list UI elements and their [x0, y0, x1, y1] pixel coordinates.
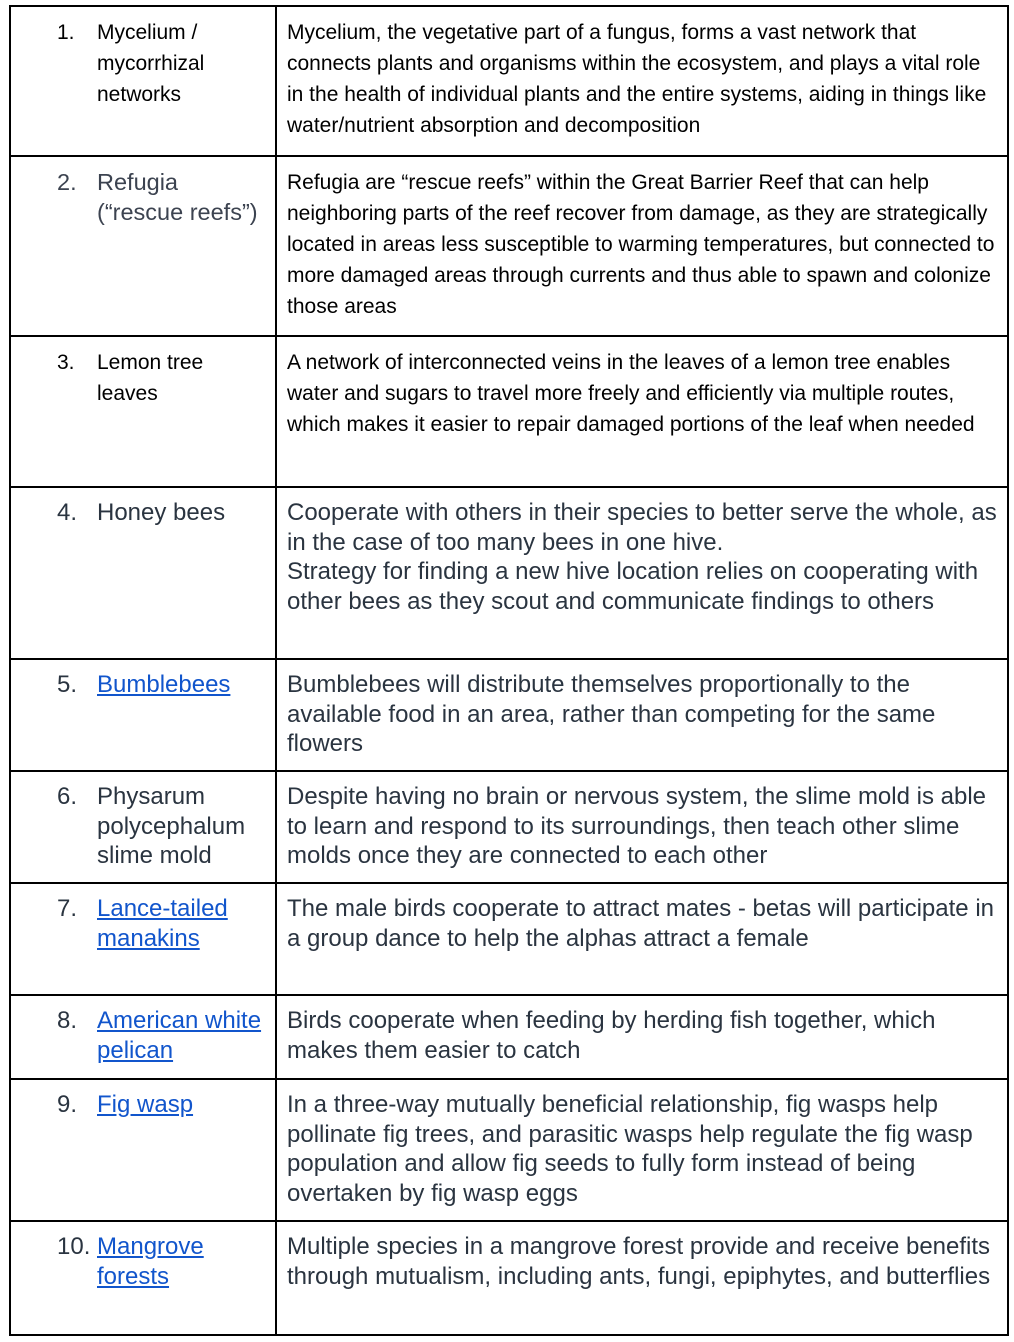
description-cell: [276, 487, 1008, 659]
name-cell: [10, 1221, 276, 1335]
description-text: Birds cooperate when feeding by herding fish together, which makes them easier to catch: [287, 1007, 936, 1064]
list-number: 6.: [57, 783, 78, 810]
list-number: 5.: [57, 671, 78, 698]
description-cell: [276, 995, 1008, 1079]
list-number: 10.: [57, 1233, 91, 1260]
list-number: 1.: [57, 21, 75, 44]
name-cell: [10, 883, 276, 995]
list-number: 8.: [57, 1007, 78, 1034]
table-row: [10, 487, 1008, 659]
description-cell: [276, 883, 1008, 995]
organism-link-manakins[interactable]: Lance-tailed manakins: [97, 895, 228, 952]
description-cell: [276, 771, 1008, 883]
table-row: [10, 156, 1008, 336]
table-row: [10, 771, 1008, 883]
description-text: Strategy for finding a new hive location relies on cooperating with other bees as they scout and communicate findings to others: [287, 558, 979, 615]
name-cell: [10, 6, 276, 156]
organism-link-mangrove[interactable]: Mangrove forests: [97, 1233, 204, 1290]
name-cell: [10, 995, 276, 1079]
name-cell: [10, 336, 276, 487]
name-cell: [10, 156, 276, 336]
table-row: [10, 883, 1008, 995]
name-cell: [10, 771, 276, 883]
organism-link-fig-wasp[interactable]: Fig wasp: [97, 1091, 194, 1118]
list-number: 7.: [57, 895, 78, 922]
table-row: [10, 336, 1008, 487]
description-text: Despite having no brain or nervous system, the slime mold is able to learn and respond to its surroundings, then teach other slime molds once they are connected to each other: [287, 783, 986, 869]
description-cell: [276, 336, 1008, 487]
organism-name: Honey bees: [97, 499, 226, 526]
table-row: [10, 1079, 1008, 1221]
description-text: Mycelium, the vegetative part of a fungus, forms a vast network that connects plants and organisms within the ecosystem, and plays a vital role in the health of individual plants and the entire systems, aiding in things like water/nutrient absorption and decomposition: [287, 21, 987, 137]
description-cell: [276, 156, 1008, 336]
list-number: 2.: [57, 169, 77, 195]
organism-link-pelican[interactable]: American white pelican: [97, 1007, 262, 1064]
description-cell: [276, 659, 1008, 771]
description-text: Refugia are “rescue reefs” within the Great Barrier Reef that can help neighboring parts of the reef recover from damage, as they are strategically located in areas less susceptible to warming temperatures, but connected to more damaged areas through currents and thus able to spawn and colonize those areas: [287, 171, 995, 318]
description-text: Multiple species in a mangrove forest provide and receive benefits through mutualism, including ants, fungi, epiphytes, and butterflies: [287, 1233, 991, 1290]
description-text: Bumblebees will distribute themselves proportionally to the available food in an area, rather than competing for the same flowers: [287, 671, 936, 757]
table-row: [10, 659, 1008, 771]
name-cell: [10, 1079, 276, 1221]
examples-table: [9, 5, 1009, 1336]
table-row: [10, 1221, 1008, 1335]
organism-name: Mycelium / mycorrhizal networks: [97, 21, 205, 106]
name-cell: [10, 487, 276, 659]
description-text: In a three-way mutually beneficial relationship, fig wasps help pollinate fig trees, and parasitic wasps help regulate the fig wasp population and allow fig seeds to fully form instead of being overtaken by fig wasp eggs: [287, 1091, 973, 1207]
description-text: Cooperate with others in their species to better serve the whole, as in the case of too many bees in one hive.: [287, 499, 997, 556]
list-number: 4.: [57, 499, 78, 526]
table-row: [10, 995, 1008, 1079]
organism-link-bumblebees[interactable]: Bumblebees: [97, 671, 231, 698]
description-text: A network of interconnected veins in the leaves of a lemon tree enables water and sugars to travel more freely and efficiently via multiple routes, which makes it easier to repair damaged portions of the leaf when needed: [287, 351, 975, 436]
list-number: 9.: [57, 1091, 78, 1118]
name-cell: [10, 659, 276, 771]
organism-name: Physarum polycephalum slime mold: [97, 783, 246, 869]
description-cell: [276, 1079, 1008, 1221]
organism-name: Lemon tree leaves: [97, 351, 204, 405]
organism-name: Refugia (“rescue reefs”): [97, 169, 258, 225]
list-number: 3.: [57, 351, 75, 374]
description-cell: [276, 6, 1008, 156]
description-text: The male birds cooperate to attract mates - betas will participate in a group dance to help the alphas attract a female: [287, 895, 994, 952]
description-cell: [276, 1221, 1008, 1335]
table-row: [10, 6, 1008, 156]
